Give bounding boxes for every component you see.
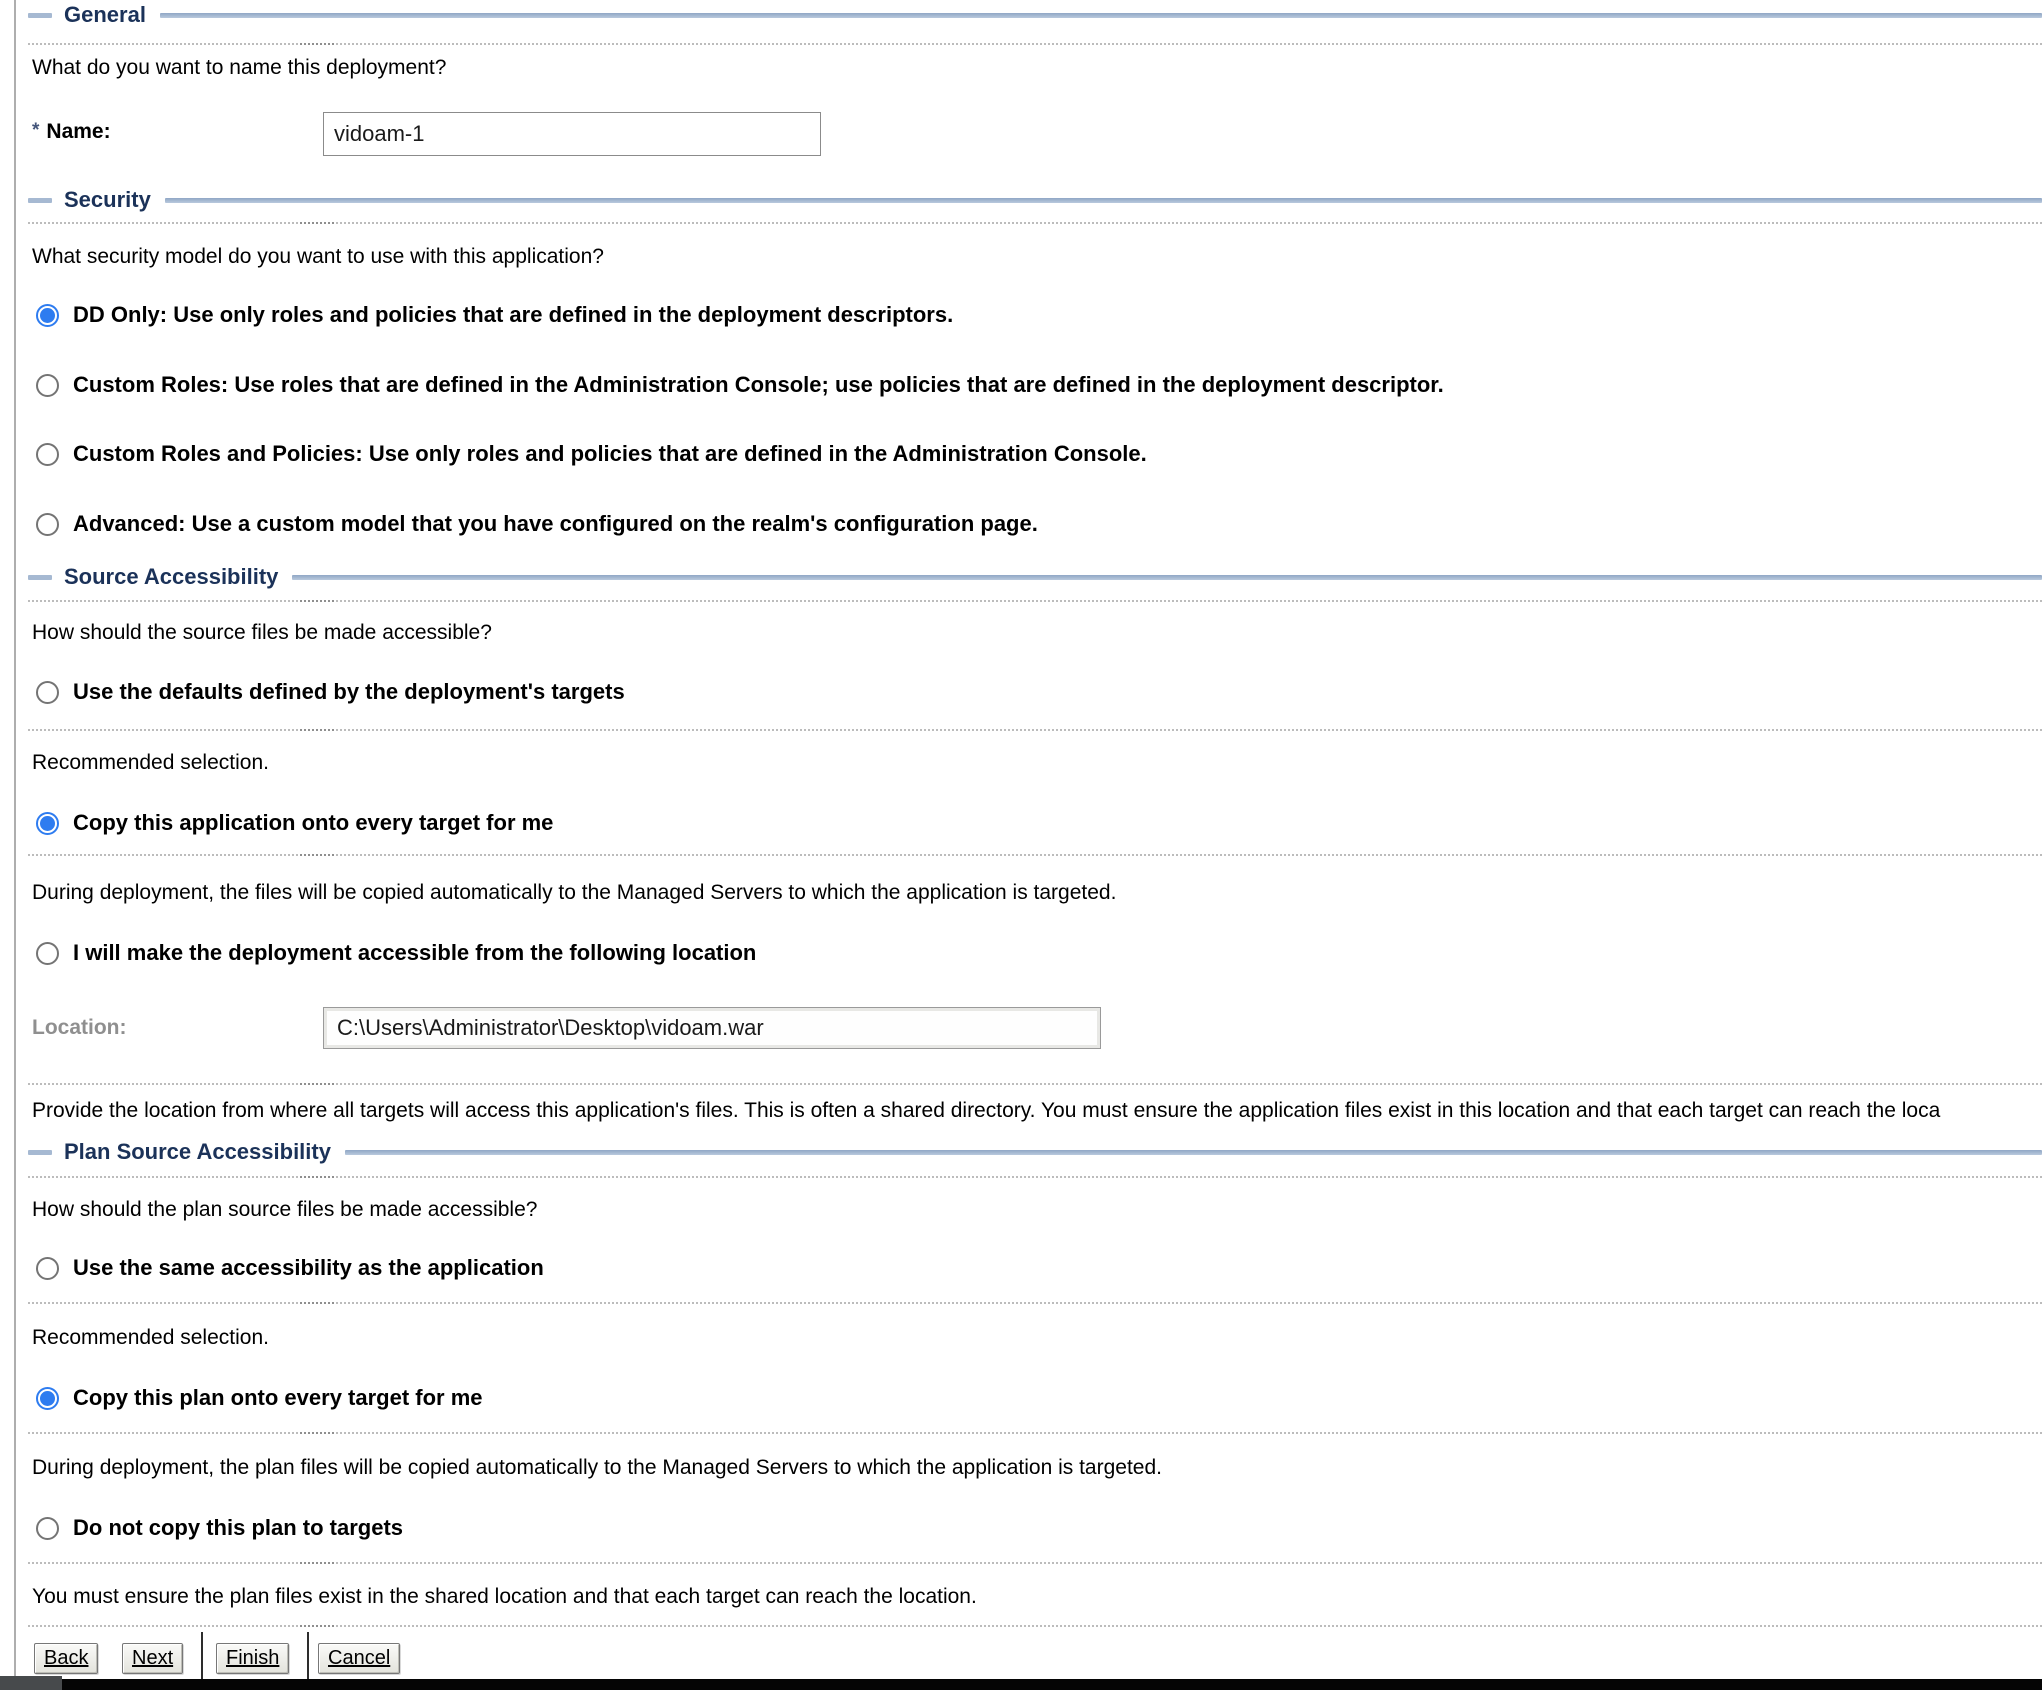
general-question: What do you want to name this deployment? (32, 56, 447, 79)
dotted-divider (28, 222, 2042, 224)
radio-button-icon[interactable] (36, 374, 59, 397)
dotted-divider (28, 729, 2042, 731)
section-dash-icon (28, 1150, 52, 1155)
section-title-security: Security (64, 187, 151, 212)
radio-option-dd-only[interactable] (36, 299, 953, 331)
section-dash-icon (28, 13, 52, 18)
radio-option-copy-application[interactable] (36, 807, 553, 839)
dotted-divider (28, 1176, 2042, 1178)
radio-label: I will make the deployment accessible from the following location (73, 940, 757, 965)
button-separator (201, 1632, 203, 1684)
back-button[interactable]: Back (34, 1643, 98, 1674)
radio-label: Do not copy this plan to targets (73, 1515, 404, 1540)
radio-option-custom-roles[interactable] (36, 369, 1444, 401)
section-title-source-accessibility: Source Accessibility (64, 564, 279, 589)
section-title-plan-source-accessibility: Plan Source Accessibility (64, 1139, 331, 1164)
dotted-divider (28, 1302, 2042, 1304)
cancel-button[interactable]: Cancel (318, 1643, 400, 1674)
recommended-note: Recommended selection. (32, 751, 269, 774)
source-question: How should the source files be made accessible? (32, 621, 492, 644)
section-rule (160, 13, 2042, 18)
radio-button-icon[interactable] (36, 1387, 59, 1410)
dotted-divider (28, 1625, 2042, 1627)
section-header-security (28, 185, 2042, 215)
no-copy-note: You must ensure the plan files exist in the shared location and that each target can reach the location. (32, 1585, 977, 1608)
radio-option-do-not-copy-plan[interactable] (36, 1512, 403, 1544)
recommended-note: Recommended selection. (32, 1326, 269, 1349)
section-header-plan-source-accessibility (28, 1137, 2042, 1167)
radio-button-icon[interactable] (36, 1517, 59, 1540)
bottom-black-bar (62, 1679, 2042, 1690)
radio-label: Custom Roles: Use roles that are defined in the Administration Console; use policies that are defined in the deployment descriptor. (73, 372, 1444, 397)
copy-plan-note: During deployment, the plan files will be copied automatically to the Managed Servers to which the application is targeted. (32, 1456, 1162, 1479)
radio-button-icon[interactable] (36, 812, 59, 835)
left-border (14, 0, 16, 1678)
finish-button[interactable]: Finish (216, 1643, 289, 1674)
radio-label: Advanced: Use a custom model that you have configured on the realm's configuration page. (73, 511, 1038, 536)
location-note: Provide the location from where all targets will access this application's files. This is often a shared directory. You must ensure the application files exist in this location and that each target can reach the loca (32, 1099, 1941, 1122)
radio-label: Use the same accessibility as the application (73, 1255, 544, 1280)
section-rule (292, 575, 2042, 580)
section-header-source-accessibility (28, 562, 2042, 592)
section-dash-icon (28, 575, 52, 580)
dotted-divider (28, 1432, 2042, 1434)
radio-option-copy-plan[interactable] (36, 1382, 483, 1414)
dotted-divider (28, 854, 2042, 856)
radio-button-icon[interactable] (36, 1257, 59, 1280)
dotted-divider (28, 1562, 2042, 1564)
radio-button-icon[interactable] (36, 443, 59, 466)
section-header-general (28, 0, 2042, 30)
radio-button-icon[interactable] (36, 681, 59, 704)
radio-option-same-accessibility[interactable] (36, 1252, 544, 1284)
deployment-name-input[interactable] (323, 112, 821, 156)
radio-label: DD Only: Use only roles and policies that are defined in the deployment descriptors. (73, 302, 954, 327)
section-dash-icon (28, 198, 52, 203)
location-input[interactable] (323, 1007, 1101, 1049)
bottom-gray-block (0, 1676, 62, 1690)
radio-label: Custom Roles and Policies: Use only roles and policies that are defined in the Administration Console. (73, 441, 1147, 466)
plan-question: How should the plan source files be made accessible? (32, 1198, 538, 1221)
radio-button-icon[interactable] (36, 304, 59, 327)
radio-button-icon[interactable] (36, 513, 59, 536)
dotted-divider (28, 600, 2042, 602)
button-separator (307, 1632, 309, 1684)
name-field-label (32, 120, 111, 144)
dotted-divider (28, 1083, 2042, 1085)
name-label-text: Name: (46, 120, 111, 143)
dotted-divider (28, 43, 2042, 45)
radio-label: Copy this application onto every target for me (73, 810, 554, 835)
required-asterisk-icon: * (32, 120, 40, 141)
location-field-label: Location: (32, 1016, 127, 1039)
radio-option-custom-roles-policies[interactable] (36, 438, 1147, 470)
security-question: What security model do you want to use with this application? (32, 245, 604, 268)
radio-option-use-defaults[interactable] (36, 676, 625, 708)
radio-label: Use the defaults defined by the deployment's targets (73, 679, 625, 704)
section-rule (345, 1150, 2042, 1155)
radio-option-deployment-location[interactable] (36, 937, 756, 969)
next-button[interactable]: Next (122, 1643, 183, 1674)
copy-files-note: During deployment, the files will be copied automatically to the Managed Servers to which the application is targeted. (32, 881, 1117, 904)
radio-option-advanced[interactable] (36, 508, 1038, 540)
radio-label: Copy this plan onto every target for me (73, 1385, 483, 1410)
section-rule (165, 198, 2042, 203)
radio-button-icon[interactable] (36, 942, 59, 965)
section-title-general: General (64, 2, 146, 27)
